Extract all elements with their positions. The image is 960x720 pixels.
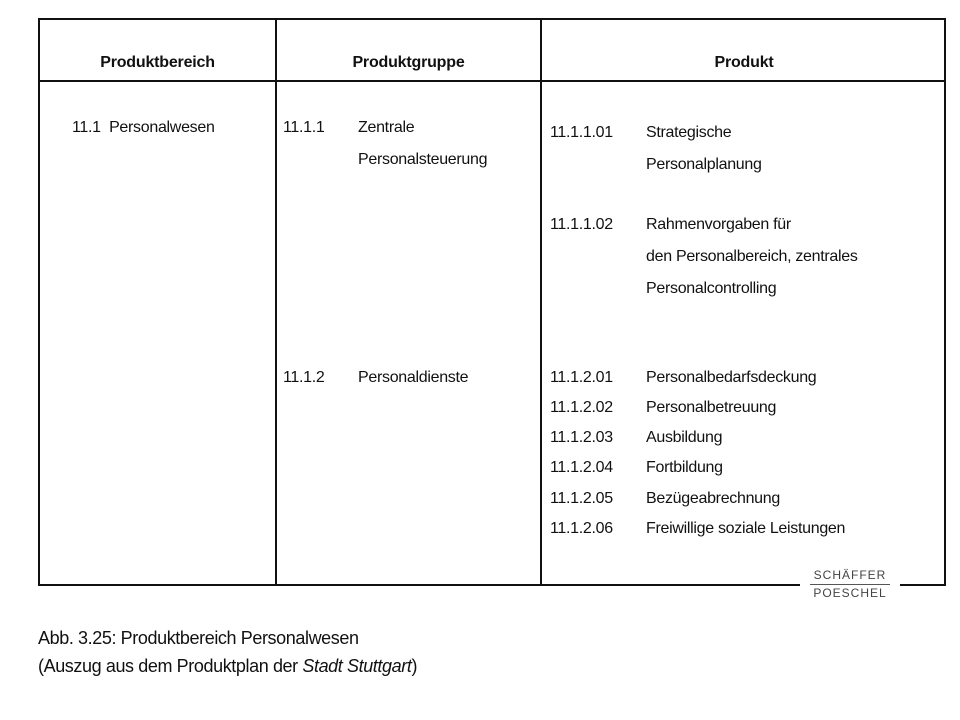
group-code: 11.1.1 [283, 119, 325, 136]
group-label-line: Personaldienste [358, 369, 469, 386]
caption-text: (Auszug aus dem Produktplan der [38, 656, 303, 676]
bereich-label: Personalwesen [109, 119, 215, 136]
product-label-line: Rahmenvorgaben für [646, 216, 791, 233]
product-code: 11.1.1.01 [550, 124, 613, 141]
header-produkt: Produkt [714, 54, 774, 71]
logo-rule [810, 584, 890, 585]
product-code: 11.1.2.01 [550, 369, 613, 386]
column-divider [540, 20, 542, 584]
product-label-line: Ausbildung [646, 429, 723, 446]
header-divider [40, 80, 944, 82]
product-code: 11.1.2.04 [550, 459, 613, 476]
caption-line: Abb. 3.25: Produktbereich Personalwesen [38, 628, 359, 648]
publisher-logo [800, 568, 900, 604]
product-label-line: Personalbetreuung [646, 399, 777, 416]
product-code: 11.1.2.05 [550, 490, 613, 507]
group-code: 11.1.2 [283, 369, 325, 386]
group-label-line: Zentrale [358, 119, 415, 136]
product-label-line: Strategische [646, 124, 732, 141]
publisher-name-line: SCHÄFFER [813, 568, 887, 582]
product-label-line: Bezügeabrechnung [646, 490, 780, 507]
group-label-line: Personalsteuerung [358, 151, 488, 168]
caption-line [38, 652, 417, 680]
bereich-entry [72, 112, 215, 144]
header-produktgruppe: Produktgruppe [352, 54, 465, 71]
header-produktbereich: Produktbereich [100, 54, 215, 71]
product-code: 11.1.1.02 [550, 216, 613, 233]
product-label-line: Personalbedarfsdeckung [646, 369, 817, 386]
column-divider [275, 20, 277, 584]
product-label-line: Freiwillige soziale Leistungen [646, 520, 846, 537]
product-label-line: Personalcontrolling [646, 280, 777, 297]
figure-caption [38, 624, 417, 680]
product-label-line: den Personalbereich, zentrales [646, 248, 858, 265]
caption-city: Stadt Stuttgart [302, 656, 412, 676]
bereich-code: 11.1 [72, 119, 101, 136]
product-label-line: Personalplanung [646, 156, 762, 173]
caption-text: ) [411, 656, 418, 676]
product-table [38, 18, 946, 586]
product-code: 11.1.2.06 [550, 520, 613, 537]
product-code: 11.1.2.03 [550, 429, 613, 446]
publisher-name-line: POESCHEL [813, 586, 887, 600]
product-label-line: Fortbildung [646, 459, 723, 476]
product-code: 11.1.2.02 [550, 399, 613, 416]
